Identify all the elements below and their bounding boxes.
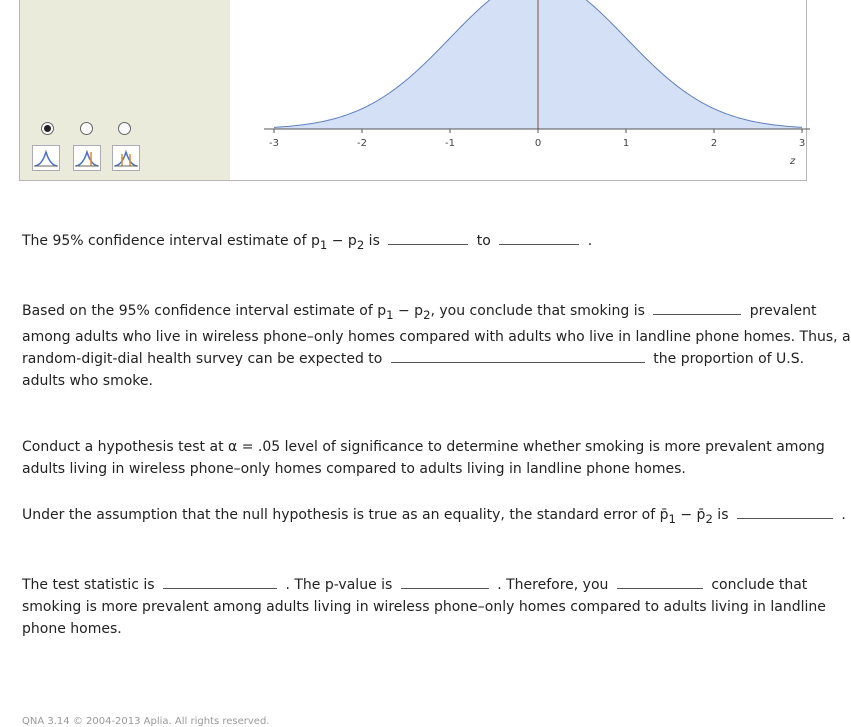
ci-upper-input[interactable]	[499, 230, 579, 245]
normal-curve-icon[interactable]	[32, 145, 60, 171]
two-tail-curve-icon[interactable]	[112, 145, 140, 171]
ci-question: The 95% confidence interval estimate of $p_1 - p_2$ is to .	[22, 230, 592, 256]
p-value-input[interactable]	[401, 574, 489, 589]
curve-options-box	[20, 0, 230, 180]
ci-lower-input[interactable]	[388, 230, 468, 245]
standard-error-input[interactable]	[737, 504, 833, 519]
x-tick-label: -2	[357, 138, 367, 149]
test-statistic-question: The test statistic is . The p-value is . Therefore, you conclude that smoking is more prevalent among adults living in wireless phone–only homes compared to adults living in landline phone homes.	[22, 574, 807, 640]
survey-effect-dropdown[interactable]	[391, 348, 645, 363]
test-statistic-input[interactable]	[163, 574, 277, 589]
x-tick-label: -1	[445, 138, 455, 149]
x-axis-label: z	[790, 156, 796, 167]
radio-two-tail[interactable]	[118, 122, 131, 135]
hypothesis-test-instructions: Conduct a hypothesis test at α = .05 level of significance to determine whether smoking is more prevalent among adults living in wireless phone–only homes compared to adults living in landline phone homes.	[22, 439, 825, 477]
normal-distribution-chart[interactable]	[230, 0, 806, 180]
normal-curve-panel	[19, 0, 807, 181]
radio-middle[interactable]	[80, 122, 93, 135]
smoking-prevalence-dropdown[interactable]	[653, 300, 741, 315]
conclusion-question: Based on the 95% confidence interval estimate of $p_1 - p_2$, you conclude that smoking is prevalent among adults who live in wireless phone–only homes compared with adults who live in landline phone homes. Thus, a random-digit-dial health survey can be expected to the proportion of U.S. adults who smoke.	[22, 300, 807, 392]
radio-one-tail-left[interactable]	[41, 122, 54, 135]
copyright-footer: QNA 3.14 © 2004-2013 Aplia. All rights reserved.	[22, 716, 270, 727]
x-tick-label: 0	[534, 138, 542, 149]
x-tick-label: 1	[622, 138, 630, 149]
one-tail-curve-icon[interactable]	[73, 145, 101, 171]
standard-error-question: Under the assumption that the null hypothesis is true as an equality, the standard error of $p̄_1$ − $p̄_2$ is .	[22, 504, 846, 530]
x-tick-label: 3	[798, 138, 806, 149]
x-tick-label: -3	[269, 138, 279, 149]
conclusion-dropdown[interactable]	[617, 574, 703, 589]
x-tick-label: 2	[710, 138, 718, 149]
